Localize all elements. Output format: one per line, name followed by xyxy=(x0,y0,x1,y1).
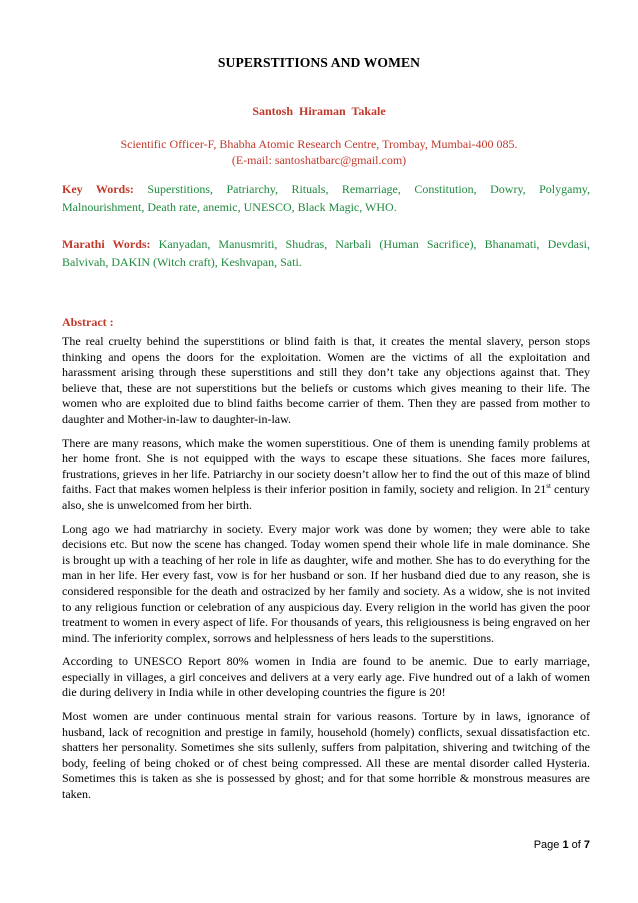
page-word: Page xyxy=(533,839,563,851)
paragraph: Most women are under continuous mental strain for various reasons. Torture by in laws, ignorance of husband, lack of recognition and prestige in family, household (homely) conflicts, sexual dissatisfaction etc. shatters her personality. Sometimes she sits sullenly, suffers from palpitation, shivering and twitching of the body, feeling of being choked or of chest being compressed. All these are mental disorder called Hysteria. Sometimes this is taken as she is possessed by ghost; and for that some horrible & monstrous measures are taken. xyxy=(62,709,590,802)
marathi-words-section xyxy=(62,235,590,271)
paragraph-text: century also, she is unwelcomed from her birth. xyxy=(62,482,591,512)
page-number: 1 xyxy=(562,839,569,851)
author-name: Santosh Hiraman Takale xyxy=(252,104,386,118)
page-footer xyxy=(534,839,590,851)
keywords-section xyxy=(62,180,590,216)
paragraph: According to UNESCO Report 80% women in India are found to be anemic. Due to early marriage, especially in villages, a girl conceives and delivers at a very early age. Five hundred out of a lakh of women die during delivery in India while in other developing countries the figure is 20! xyxy=(62,654,590,700)
paragraph xyxy=(62,436,590,514)
page-total: 7 xyxy=(583,839,590,851)
affiliation-line: Scientific Officer-F, Bhabha Atomic Research Centre, Trombay, Mumbai-400 085. xyxy=(120,137,518,151)
of-word: of xyxy=(568,839,584,851)
paragraph-text: There are many reasons, which make the women superstitious. One of them is unending family problems at her home front. She is not equipped with the ways to escape these situations. She faces more failures, frustrations, grieves in her life. Patriarchy in our society doesn’t allow her to find the out of this maze of blind faiths. Fact that makes women helpless is their inferior position in family, society and religion. In 21 xyxy=(62,435,590,497)
paragraph: Long ago we had matriarchy in society. Every major work was done by women; they were able to take decisions etc. But now the scene has changed. Today women spend their whole life in male dominance. She is brought up with a teaching of her role in life as daughter, wife and mother. She has to do everything for the man in her life. Her every fast, vow is for her husband or son. If her husband died due to any reason, she is considered responsible for the death and ostracized by her family and society. As a widow, she is not invited to any religious function or celebration of any auspicious day. Every religion in the world has given the poor treatment to women in every aspect of life. For thousands of years, this religiousness is being engraved on her mind. The inferiority complex, sorrows and helplessness of hers leads to the superstitions. xyxy=(62,521,590,645)
affiliation-email: (E-mail: santoshatbarc@gmail.com) xyxy=(231,153,407,167)
marathi-words-text: Kanyadan, Manusmriti, Shudras, Narbali (Human Sacrifice), Bhanamati, Devdasi, Balvivah, DAKIN (Witch craft), Keshvapan, Sati. xyxy=(62,237,590,269)
abstract-heading: Abstract : xyxy=(62,315,114,329)
paragraph: The real cruelty behind the superstitions or blind faith is that, it creates the mental slavery, person stops thinking and opens the doors for the exploitation. Women are the victims of all the exploitation and harassment arising through these superstitions and still they don’t take any objections against that. They believe that, these are not superstitions but the beliefs or customs which gives meaning to their life. The women who are exploited due to blind faiths become carrier of them. Then they are passed from mother to daughter and Mother-in-law to daughter-in-law. xyxy=(62,334,590,426)
keywords-label: Key Words: xyxy=(62,182,134,196)
marathi-words-label: Marathi Words: xyxy=(62,237,151,251)
superscript: st xyxy=(546,482,551,491)
keywords-text: Superstitions, Patriarchy, Rituals, Remarriage, Constitution, Dowry, Polygamy, Malnourishment, Death rate, anemic, UNESCO, Black Magic, WHO. xyxy=(62,182,590,214)
paper-title: SUPERSTITIONS AND WOMEN xyxy=(217,55,421,70)
author-affiliation xyxy=(0,136,638,168)
abstract-body xyxy=(62,334,590,811)
